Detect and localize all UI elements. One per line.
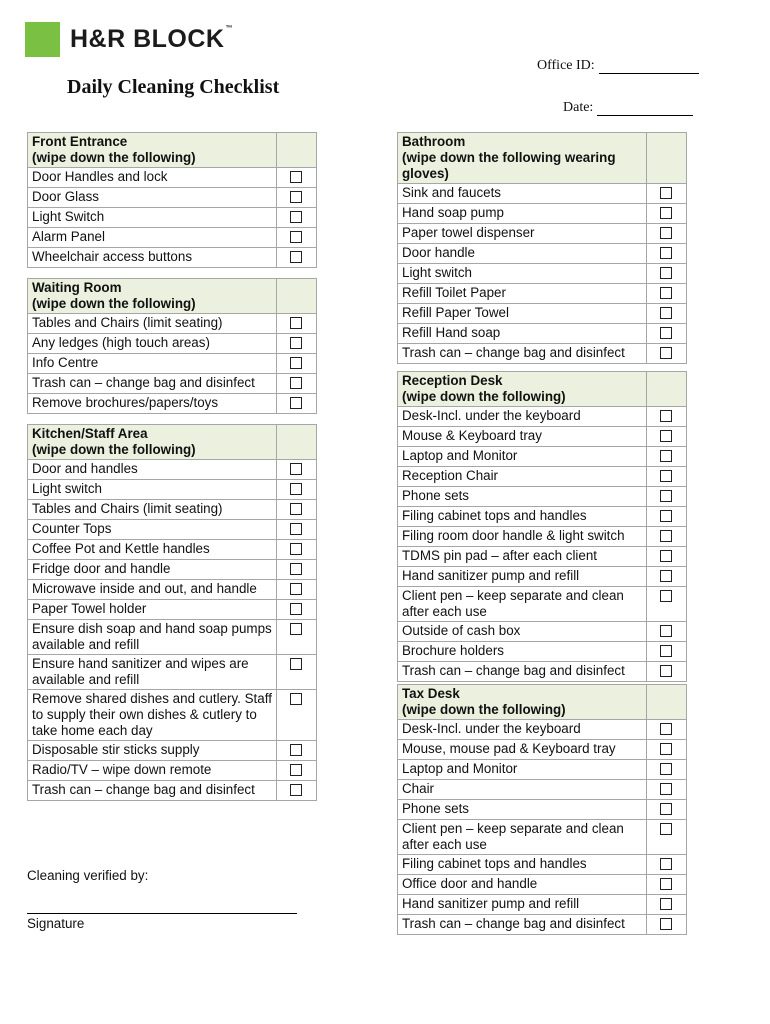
checkbox-icon[interactable] [660,918,672,930]
section-header-blank [276,133,316,168]
section-header [28,425,317,460]
checkbox-icon[interactable] [290,764,302,776]
task-label: Door handle [398,244,647,264]
checkbox-cell [646,407,686,427]
checkbox-icon[interactable] [290,583,302,595]
task-label: Remove shared dishes and cutlery. Staff to supply their own dishes & cutlery to take home each day [28,690,277,741]
checkbox-cell [276,228,316,248]
checkbox-icon[interactable] [290,231,302,243]
checklist-row [398,642,687,662]
checklist-row [28,540,317,560]
brand-logo [25,22,233,57]
checklist-row [398,284,687,304]
office-id-row [537,58,699,74]
checkbox-icon[interactable] [660,410,672,422]
checkbox-icon[interactable] [660,347,672,359]
task-label: Filing room door handle & light switch [398,527,647,547]
checkbox-icon[interactable] [290,251,302,263]
checkbox-icon[interactable] [660,743,672,755]
checklist-row [398,622,687,642]
checklist-row [28,394,317,414]
checklist-row [398,800,687,820]
task-label: Hand sanitizer pump and refill [398,567,647,587]
checkbox-cell [276,520,316,540]
brand-name: H&R BLOCK™ [70,25,233,53]
checkbox-icon[interactable] [290,317,302,329]
checkbox-cell [646,720,686,740]
checkbox-icon[interactable] [660,590,672,602]
task-label: Mouse, mouse pad & Keyboard tray [398,740,647,760]
checkbox-cell [276,480,316,500]
checklist-row [398,344,687,364]
checkbox-icon[interactable] [290,483,302,495]
checkbox-cell [276,741,316,761]
checklist-row [398,487,687,507]
checkbox-cell [276,540,316,560]
checklist-row [398,875,687,895]
checklist-row [398,547,687,567]
checkbox-icon[interactable] [290,623,302,635]
checkbox-cell [276,761,316,781]
task-label: Client pen – keep separate and clean after each use [398,587,647,622]
checkbox-icon[interactable] [660,490,672,502]
task-label: Trash can – change bag and disinfect [398,344,647,364]
task-label: Remove brochures/papers/toys [28,394,277,414]
checkbox-icon[interactable] [660,287,672,299]
task-label: Radio/TV – wipe down remote [28,761,277,781]
checklist-row [28,620,317,655]
task-label: Laptop and Monitor [398,760,647,780]
checkbox-cell [646,447,686,467]
checkbox-cell [646,224,686,244]
checkbox-icon[interactable] [290,603,302,615]
checkbox-cell [276,248,316,268]
task-label: Info Centre [28,354,277,374]
checkbox-cell [276,314,316,334]
section-header [398,685,687,720]
section-subtitle: (wipe down the following) [402,702,566,717]
checkbox-icon[interactable] [290,658,302,670]
section-header-blank [646,133,686,184]
checklist-row [28,560,317,580]
checkbox-cell [646,204,686,224]
checkbox-cell [276,394,316,414]
section-title: Waiting Room [32,280,122,295]
checkbox-icon[interactable] [660,898,672,910]
checkbox-cell [646,507,686,527]
section-header-text [28,425,277,460]
checkbox-icon[interactable] [660,665,672,677]
checklist-row [28,188,317,208]
kitchen-staff-table [27,424,317,801]
section-subtitle: (wipe down the following) [32,296,196,311]
checkbox-cell [276,354,316,374]
checklist-row [398,467,687,487]
task-label: Refill Toilet Paper [398,284,647,304]
checkbox-cell [646,587,686,622]
checkbox-icon[interactable] [660,207,672,219]
task-label: Light switch [398,264,647,284]
checkbox-cell [276,781,316,801]
front-entrance-table [27,132,317,268]
checkbox-icon[interactable] [660,878,672,890]
checkbox-icon[interactable] [660,723,672,735]
checklist-row [28,168,317,188]
checklist-row [398,915,687,935]
checklist-row [398,447,687,467]
checkbox-cell [646,344,686,364]
task-label: Filing cabinet tops and handles [398,507,647,527]
task-label: Wheelchair access buttons [28,248,277,268]
checkbox-icon[interactable] [290,171,302,183]
task-label: Any ledges (high touch areas) [28,334,277,354]
checklist-row [28,208,317,228]
section-title: Tax Desk [402,686,460,701]
section-subtitle: (wipe down the following) [32,150,196,165]
checkbox-cell [646,895,686,915]
checkbox-cell [276,620,316,655]
checkbox-cell [646,304,686,324]
checklist-row [398,407,687,427]
checklist-row [398,740,687,760]
task-label: Outside of cash box [398,622,647,642]
task-label: Hand soap pump [398,204,647,224]
reception-desk-table [397,371,687,682]
section-header-blank [646,685,686,720]
checkbox-icon[interactable] [660,783,672,795]
checkbox-icon[interactable] [290,503,302,515]
checkbox-icon[interactable] [660,823,672,835]
checkbox-icon[interactable] [290,523,302,535]
task-label: Ensure dish soap and hand soap pumps available and refill [28,620,277,655]
checkbox-icon[interactable] [290,191,302,203]
checkbox-cell [646,622,686,642]
task-label: Phone sets [398,800,647,820]
section-header-text [28,133,277,168]
checkbox-cell [646,487,686,507]
task-label: Refill Paper Towel [398,304,647,324]
task-label: Tables and Chairs (limit seating) [28,500,277,520]
task-label: Disposable stir sticks supply [28,741,277,761]
checkbox-icon[interactable] [660,645,672,657]
checkbox-icon[interactable] [660,327,672,339]
checklist-row [398,507,687,527]
checklist-row [28,520,317,540]
checkbox-cell [646,324,686,344]
section-header [398,372,687,407]
checklist-row [28,600,317,620]
task-label: TDMS pin pad – after each client [398,547,647,567]
section-header-text [398,685,647,720]
checkbox-cell [646,780,686,800]
task-label: Sink and faucets [398,184,647,204]
task-label: Laptop and Monitor [398,447,647,467]
checkbox-cell [276,208,316,228]
checklist-row [398,780,687,800]
checkbox-cell [646,547,686,567]
checklist-row [398,527,687,547]
tax-desk-table [397,684,687,935]
checkbox-cell [646,467,686,487]
checklist-row [398,820,687,855]
checklist-row [398,855,687,875]
checkbox-icon[interactable] [660,530,672,542]
checkbox-cell [276,168,316,188]
task-label: Door Glass [28,188,277,208]
checkbox-icon[interactable] [660,267,672,279]
task-label: Refill Hand soap [398,324,647,344]
checkbox-cell [646,855,686,875]
checklist-row [28,314,317,334]
section-subtitle: (wipe down the following wearing gloves) [402,150,616,181]
checklist-row [28,460,317,480]
checklist-row [398,895,687,915]
checkbox-icon[interactable] [660,550,672,562]
checkbox-icon[interactable] [660,430,672,442]
task-label: Paper towel dispenser [398,224,647,244]
checkbox-icon[interactable] [290,397,302,409]
checkbox-icon[interactable] [660,763,672,775]
checkbox-cell [276,188,316,208]
checkbox-icon[interactable] [290,463,302,475]
checklist-row [28,690,317,741]
checklist-row [28,354,317,374]
checklist-row [28,741,317,761]
section-header-text [398,133,647,184]
checkbox-cell [646,875,686,895]
checkbox-icon[interactable] [660,510,672,522]
checkbox-icon[interactable] [290,337,302,349]
checklist-row [398,184,687,204]
checklist-row [398,264,687,284]
checklist-row [398,587,687,622]
checkbox-icon[interactable] [660,625,672,637]
section-title: Reception Desk [402,373,503,388]
checkbox-cell [646,567,686,587]
task-label: Light switch [28,480,277,500]
section-subtitle: (wipe down the following) [32,442,196,457]
checklist-row [398,567,687,587]
checkbox-cell [646,740,686,760]
checkbox-cell [276,560,316,580]
checklist-row [28,248,317,268]
checklist-row [398,204,687,224]
checkbox-cell [276,580,316,600]
checklist-row [28,655,317,690]
checklist-row [398,662,687,682]
task-label: Reception Chair [398,467,647,487]
task-label: Mouse & Keyboard tray [398,427,647,447]
task-label: Trash can – change bag and disinfect [28,374,277,394]
checkbox-icon[interactable] [660,858,672,870]
bathroom-table [397,132,687,364]
checklist-row [28,334,317,354]
task-label: Desk-Incl. under the keyboard [398,407,647,427]
checkbox-cell [646,264,686,284]
task-label: Paper Towel holder [28,600,277,620]
task-label: Door and handles [28,460,277,480]
checkbox-cell [646,427,686,447]
checkbox-icon[interactable] [660,227,672,239]
checkbox-icon[interactable] [660,470,672,482]
checklist-row [398,304,687,324]
section-header-blank [646,372,686,407]
checkbox-cell [646,527,686,547]
checkbox-icon[interactable] [290,211,302,223]
signature-line[interactable] [27,913,297,914]
checkbox-cell [646,662,686,682]
date-field[interactable] [597,101,693,116]
task-label: Office door and handle [398,875,647,895]
checkbox-icon[interactable] [290,784,302,796]
task-label: Brochure holders [398,642,647,662]
checklist-row [398,244,687,264]
cleaning-verified-label: Cleaning verified by: [27,868,149,883]
task-label: Trash can – change bag and disinfect [398,915,647,935]
task-label: Fridge door and handle [28,560,277,580]
checkbox-cell [646,284,686,304]
checkbox-cell [646,760,686,780]
checklist-row [28,374,317,394]
section-header-text [398,372,647,407]
checklist-row [28,580,317,600]
task-label: Coffee Pot and Kettle handles [28,540,277,560]
checkbox-icon[interactable] [290,377,302,389]
task-label: Filing cabinet tops and handles [398,855,647,875]
task-label: Light Switch [28,208,277,228]
task-label: Chair [398,780,647,800]
checkbox-cell [276,655,316,690]
logo-square-icon [25,22,60,57]
checkbox-icon[interactable] [660,803,672,815]
checklist-row [28,781,317,801]
checkbox-icon[interactable] [290,543,302,555]
task-label: Ensure hand sanitizer and wipes are available and refill [28,655,277,690]
checkbox-icon[interactable] [290,563,302,575]
page-title: Daily Cleaning Checklist [67,76,280,98]
task-label: Phone sets [398,487,647,507]
section-title: Bathroom [402,134,466,149]
checkbox-cell [276,374,316,394]
section-header [28,279,317,314]
checklist-row [398,324,687,344]
checklist-row [28,480,317,500]
task-label: Hand sanitizer pump and refill [398,895,647,915]
checkbox-cell [276,500,316,520]
section-header [28,133,317,168]
task-label: Desk-Incl. under the keyboard [398,720,647,740]
section-header-blank [276,425,316,460]
checkbox-cell [646,244,686,264]
date-row [563,100,693,116]
trademark-mark: ™ [225,25,233,32]
checkbox-icon[interactable] [660,450,672,462]
task-label: Microwave inside and out, and handle [28,580,277,600]
checklist-row [28,761,317,781]
checklist-row [28,228,317,248]
waiting-room-table [27,278,317,414]
checkbox-icon[interactable] [290,693,302,705]
checklist-row [398,224,687,244]
checkbox-cell [276,334,316,354]
task-label: Trash can – change bag and disinfect [398,662,647,682]
checkbox-cell [276,600,316,620]
task-label: Trash can – change bag and disinfect [28,781,277,801]
section-title: Kitchen/Staff Area [32,426,148,441]
checkbox-icon[interactable] [660,247,672,259]
checklist-row [28,500,317,520]
date-label: Date: [563,100,594,115]
checkbox-icon[interactable] [660,187,672,199]
section-header-blank [276,279,316,314]
task-label: Tables and Chairs (limit seating) [28,314,277,334]
checkbox-cell [646,800,686,820]
checkbox-cell [646,642,686,662]
checkbox-icon[interactable] [290,357,302,369]
signature-label: Signature [27,916,85,931]
section-subtitle: (wipe down the following) [402,389,566,404]
section-title: Front Entrance [32,134,128,149]
checklist-row [398,720,687,740]
checklist-row [398,427,687,447]
checkbox-cell [646,820,686,855]
checkbox-icon[interactable] [660,570,672,582]
task-label: Client pen – keep separate and clean after each use [398,820,647,855]
task-label: Alarm Panel [28,228,277,248]
checkbox-cell [276,690,316,741]
office-id-label: Office ID: [537,58,595,73]
office-id-field[interactable] [599,59,699,74]
checkbox-cell [646,915,686,935]
checkbox-cell [276,460,316,480]
checklist-row [398,760,687,780]
task-label: Door Handles and lock [28,168,277,188]
checkbox-icon[interactable] [290,744,302,756]
section-header-text [28,279,277,314]
task-label: Counter Tops [28,520,277,540]
section-header [398,133,687,184]
checkbox-cell [646,184,686,204]
checkbox-icon[interactable] [660,307,672,319]
